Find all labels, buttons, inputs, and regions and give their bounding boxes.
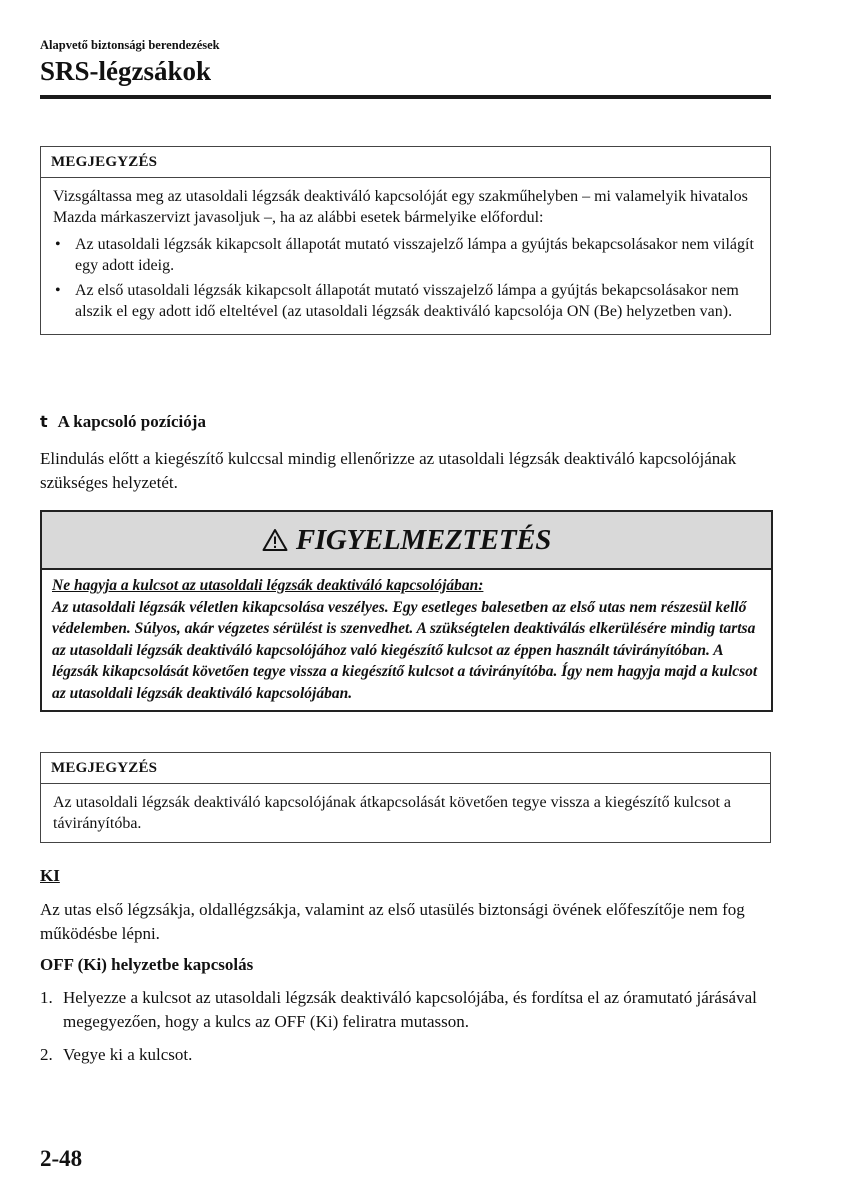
warning-triangle-icon (262, 528, 288, 552)
note-body (41, 178, 770, 334)
list-item (40, 1043, 775, 1067)
section-marker-icon: t (40, 412, 48, 431)
warning-box (40, 510, 773, 712)
bullet-text: Az utasoldali légzsák kikapcsolt állapotát mutató visszajelző lámpa a gyújtás bekapcsolásakor nem világít egy adott ideig. (75, 236, 754, 274)
bullet-icon: • (55, 236, 61, 253)
section-label: Alapvető biztonsági berendezések (40, 38, 220, 52)
step-text: Helyezze a kulcsot az utasoldali légzsák deaktiváló kapcsolójába, és fordítsa el az óramutató járásával megegyezően, hogy a kulcs az OFF (Ki) feliratra mutasson. (63, 988, 757, 1031)
procedure-steps (40, 986, 775, 1067)
note-heading: MEGJEGYZÉS (41, 147, 770, 178)
off-section-heading: KI (40, 866, 60, 885)
list-item (40, 986, 775, 1034)
bullet-icon: • (55, 282, 61, 299)
step-number: 1. (40, 988, 53, 1007)
step-number: 2. (40, 1045, 53, 1064)
warning-title: FIGYELMEZTETÉS (295, 523, 552, 556)
page-title: SRS-légzsákok (40, 56, 212, 86)
note-body (41, 784, 770, 842)
warning-body (42, 570, 771, 710)
off-section-text: Az utas első légzsákja, oldallégzsákja, valamint az első utasülés biztonsági övének előfeszítője nem fog működésbe lépni. (40, 900, 745, 943)
note-heading: MEGJEGYZÉS (41, 753, 770, 784)
switch-position-heading (40, 412, 206, 432)
switch-position-text: Elindulás előtt a kiegészítő kulccsal mindig ellenőrizze az utasoldali légzsák deaktiváló kapcsolójának szükséges helyzetét. (40, 449, 737, 492)
note-box-inspection (40, 146, 771, 335)
title-divider (40, 95, 771, 99)
note-intro: Vizsgáltassa meg az utasoldali légzsák deaktiváló kapcsolóját egy szakműhelyben – mi valamelyik hivatalos Mazda márkaszervizt javasoljuk –, ha az alábbi esetek bármelyike előfordul: (53, 188, 748, 226)
step-text: Vegye ki a kulcsot. (63, 1045, 193, 1064)
warning-text: Az utasoldali légzsák véletlen kikapcsolása veszélyes. Egy esetleges balesetben az első utas nem részesül kellő védelemben. Súlyos, akár végzetes sérülést is szenvedhet. A szükségtelen deaktiválás elkerülésére mindig tartsa az utasoldali légzsák deaktiváló kapcsolójához való kiegészítő kulcsot az éppen használt távirányítóban. A légzsák kikapcsolását követően tegye vissza a kiegészítő kulcsot a távirányítóba. Így nem hagyja majd a kulcsot az utasoldali légzsák deaktiváló kapcsolójában. (52, 598, 758, 702)
list-item (53, 280, 758, 322)
note-box-key-return (40, 752, 771, 843)
note-bullet-list (53, 234, 758, 322)
switch-position-title: A kapcsoló pozíciója (57, 412, 206, 431)
off-procedure-heading: OFF (Ki) helyzetbe kapcsolás (40, 955, 254, 974)
page-number: 2-48 (40, 1146, 83, 1171)
note-text: Az utasoldali légzsák deaktiváló kapcsolójának átkapcsolását követően tegye vissza a kiegészítő kulcsot a távirányítóba. (53, 794, 731, 832)
bullet-text: Az első utasoldali légzsák kikapcsolt állapotát mutató visszajelző lámpa a gyújtás bekapcsolásakor nem alszik el egy adott idő elteltével (az utasoldali légzsák deaktiváló kapcsolója ON (Be) helyzetben van). (75, 282, 739, 320)
warning-lead: Ne hagyja a kulcsot az utasoldali légzsák deaktiváló kapcsolójában: (52, 577, 484, 594)
list-item (53, 234, 758, 276)
warning-header (42, 512, 771, 570)
